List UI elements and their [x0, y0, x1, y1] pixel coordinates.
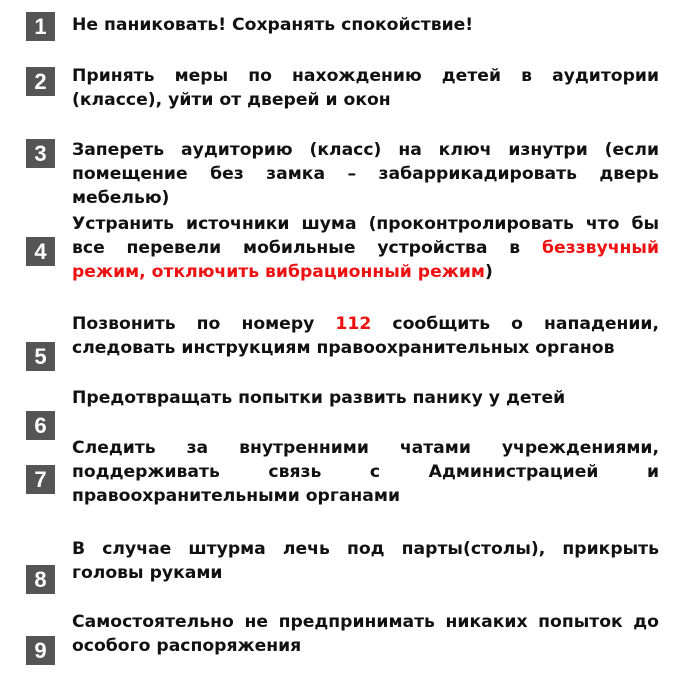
step-text: Предотвращать попытки развить панику у детей	[72, 388, 566, 408]
step-number-badge: 2	[26, 67, 55, 96]
step-text: Не паниковать! Сохранять спокойствие!	[72, 15, 474, 35]
step-number-badge: 8	[26, 565, 55, 594]
step-text: В случае штурма лечь под парты(столы), прикрыть головы руками	[72, 539, 659, 583]
step-number-badge: 6	[26, 411, 55, 440]
step-number-badge: 4	[26, 237, 55, 266]
step-number-badge: 9	[26, 636, 55, 665]
step-text	[72, 312, 659, 360]
step-text: Следить за внутренними чатами учреждениями, поддерживать связь с Администрацией и правоохранительными органами	[72, 438, 659, 506]
step-text: Принять меры по нахождению детей в аудитории (классе), уйти от дверей и окон	[72, 66, 659, 110]
step-number-badge: 3	[26, 139, 55, 168]
step-number-badge: 1	[26, 12, 55, 41]
step-text	[72, 212, 659, 284]
step-text-part: Устранить источники шума (проконтролировать что бы все перевели мобильные устройства в	[72, 214, 659, 258]
step-text: Самостоятельно не предпринимать никаких попыток до особого распоряжения	[72, 612, 659, 656]
emergency-number: 112	[335, 314, 372, 334]
step-text-part: сообщить о нападении, следовать инструкциям правоохранительных органов	[72, 314, 659, 358]
step-text-part: )	[484, 262, 493, 282]
step-number-badge: 7	[26, 465, 55, 494]
step-text: Запереть аудиторию (класс) на ключ изнутри (если помещение без замка – забаррикадировать дверь мебелью)	[72, 140, 659, 208]
step-text-part: Позвонить по номеру	[72, 314, 336, 334]
step-number-badge: 5	[26, 342, 55, 371]
highlighted-text: беззвучный режим, отключить вибрационный режим	[72, 238, 659, 282]
